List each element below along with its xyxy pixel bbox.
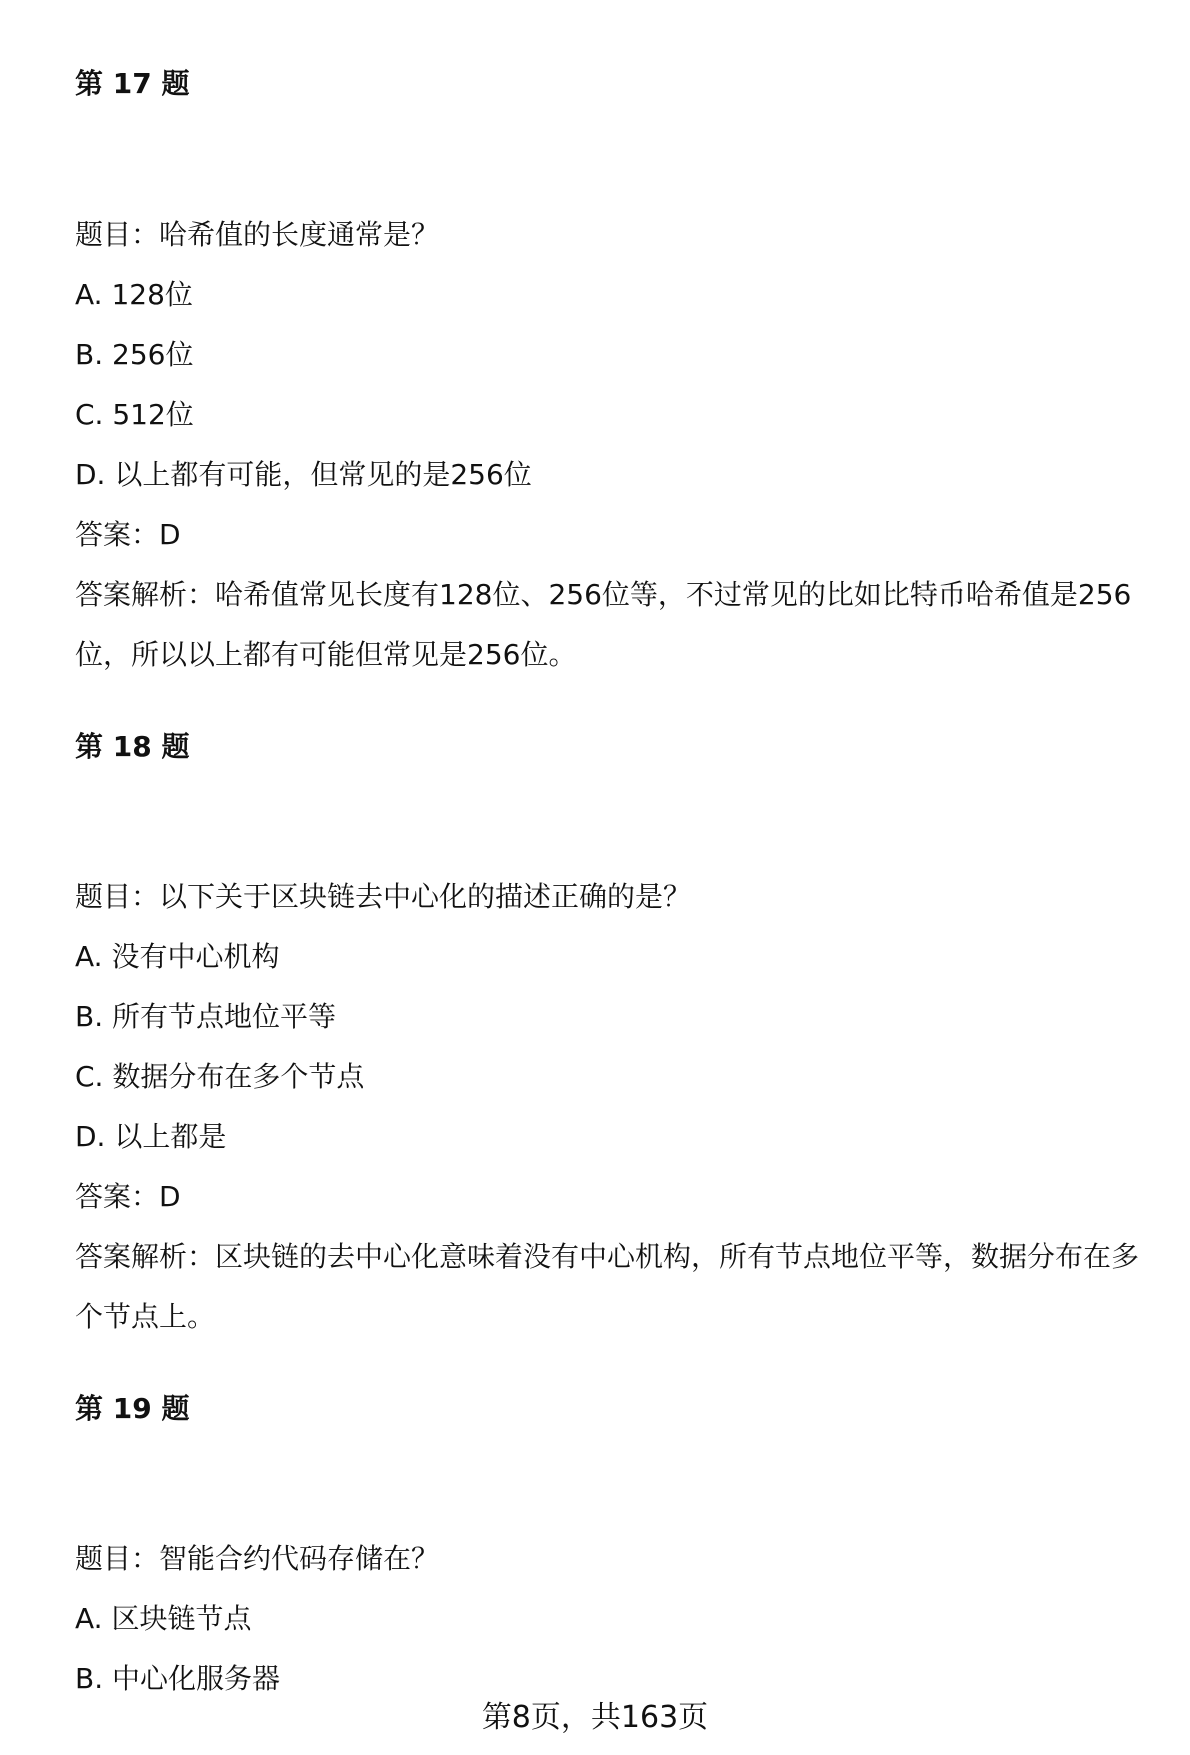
answer-text: 答案：D — [75, 1180, 181, 1213]
answer-text: 答案：D — [75, 518, 181, 551]
option-a: A. 没有中心机构 — [75, 940, 280, 973]
answer-explanation: 答案解析：哈希值常见长度有128位、256位等，不过常见的比如比特币哈希值是256位，所以以上都有可能但常见是256位。 — [75, 578, 1132, 671]
option-c: C. 数据分布在多个节点 — [75, 1060, 365, 1093]
option-d: D. 以上都是 — [75, 1120, 227, 1153]
answer-explanation: 答案解析：区块链的去中心化意味着没有中心机构，所有节点地位平等，数据分布在多个节点上。 — [75, 1240, 1140, 1333]
option-a: A. 区块链节点 — [75, 1602, 252, 1635]
option-b: B. 256位 — [75, 338, 194, 371]
option-b: B. 所有节点地位平等 — [75, 1000, 337, 1033]
question-text: 题目：智能合约代码存储在？ — [75, 1542, 440, 1575]
question-heading: 第 17 题 — [75, 67, 190, 100]
question-heading: 第 19 题 — [75, 1392, 190, 1425]
page-number: 第8页，共163页 — [481, 1700, 709, 1735]
option-b: B. 中心化服务器 — [75, 1662, 281, 1695]
option-d: D. 以上都有可能，但常见的是256位 — [75, 458, 532, 491]
question-text: 题目：哈希值的长度通常是？ — [75, 218, 440, 251]
question-text: 题目：以下关于区块链去中心化的描述正确的是？ — [75, 880, 692, 913]
option-a: A. 128位 — [75, 278, 193, 311]
question-heading: 第 18 题 — [75, 730, 190, 763]
option-c: C. 512位 — [75, 398, 194, 431]
